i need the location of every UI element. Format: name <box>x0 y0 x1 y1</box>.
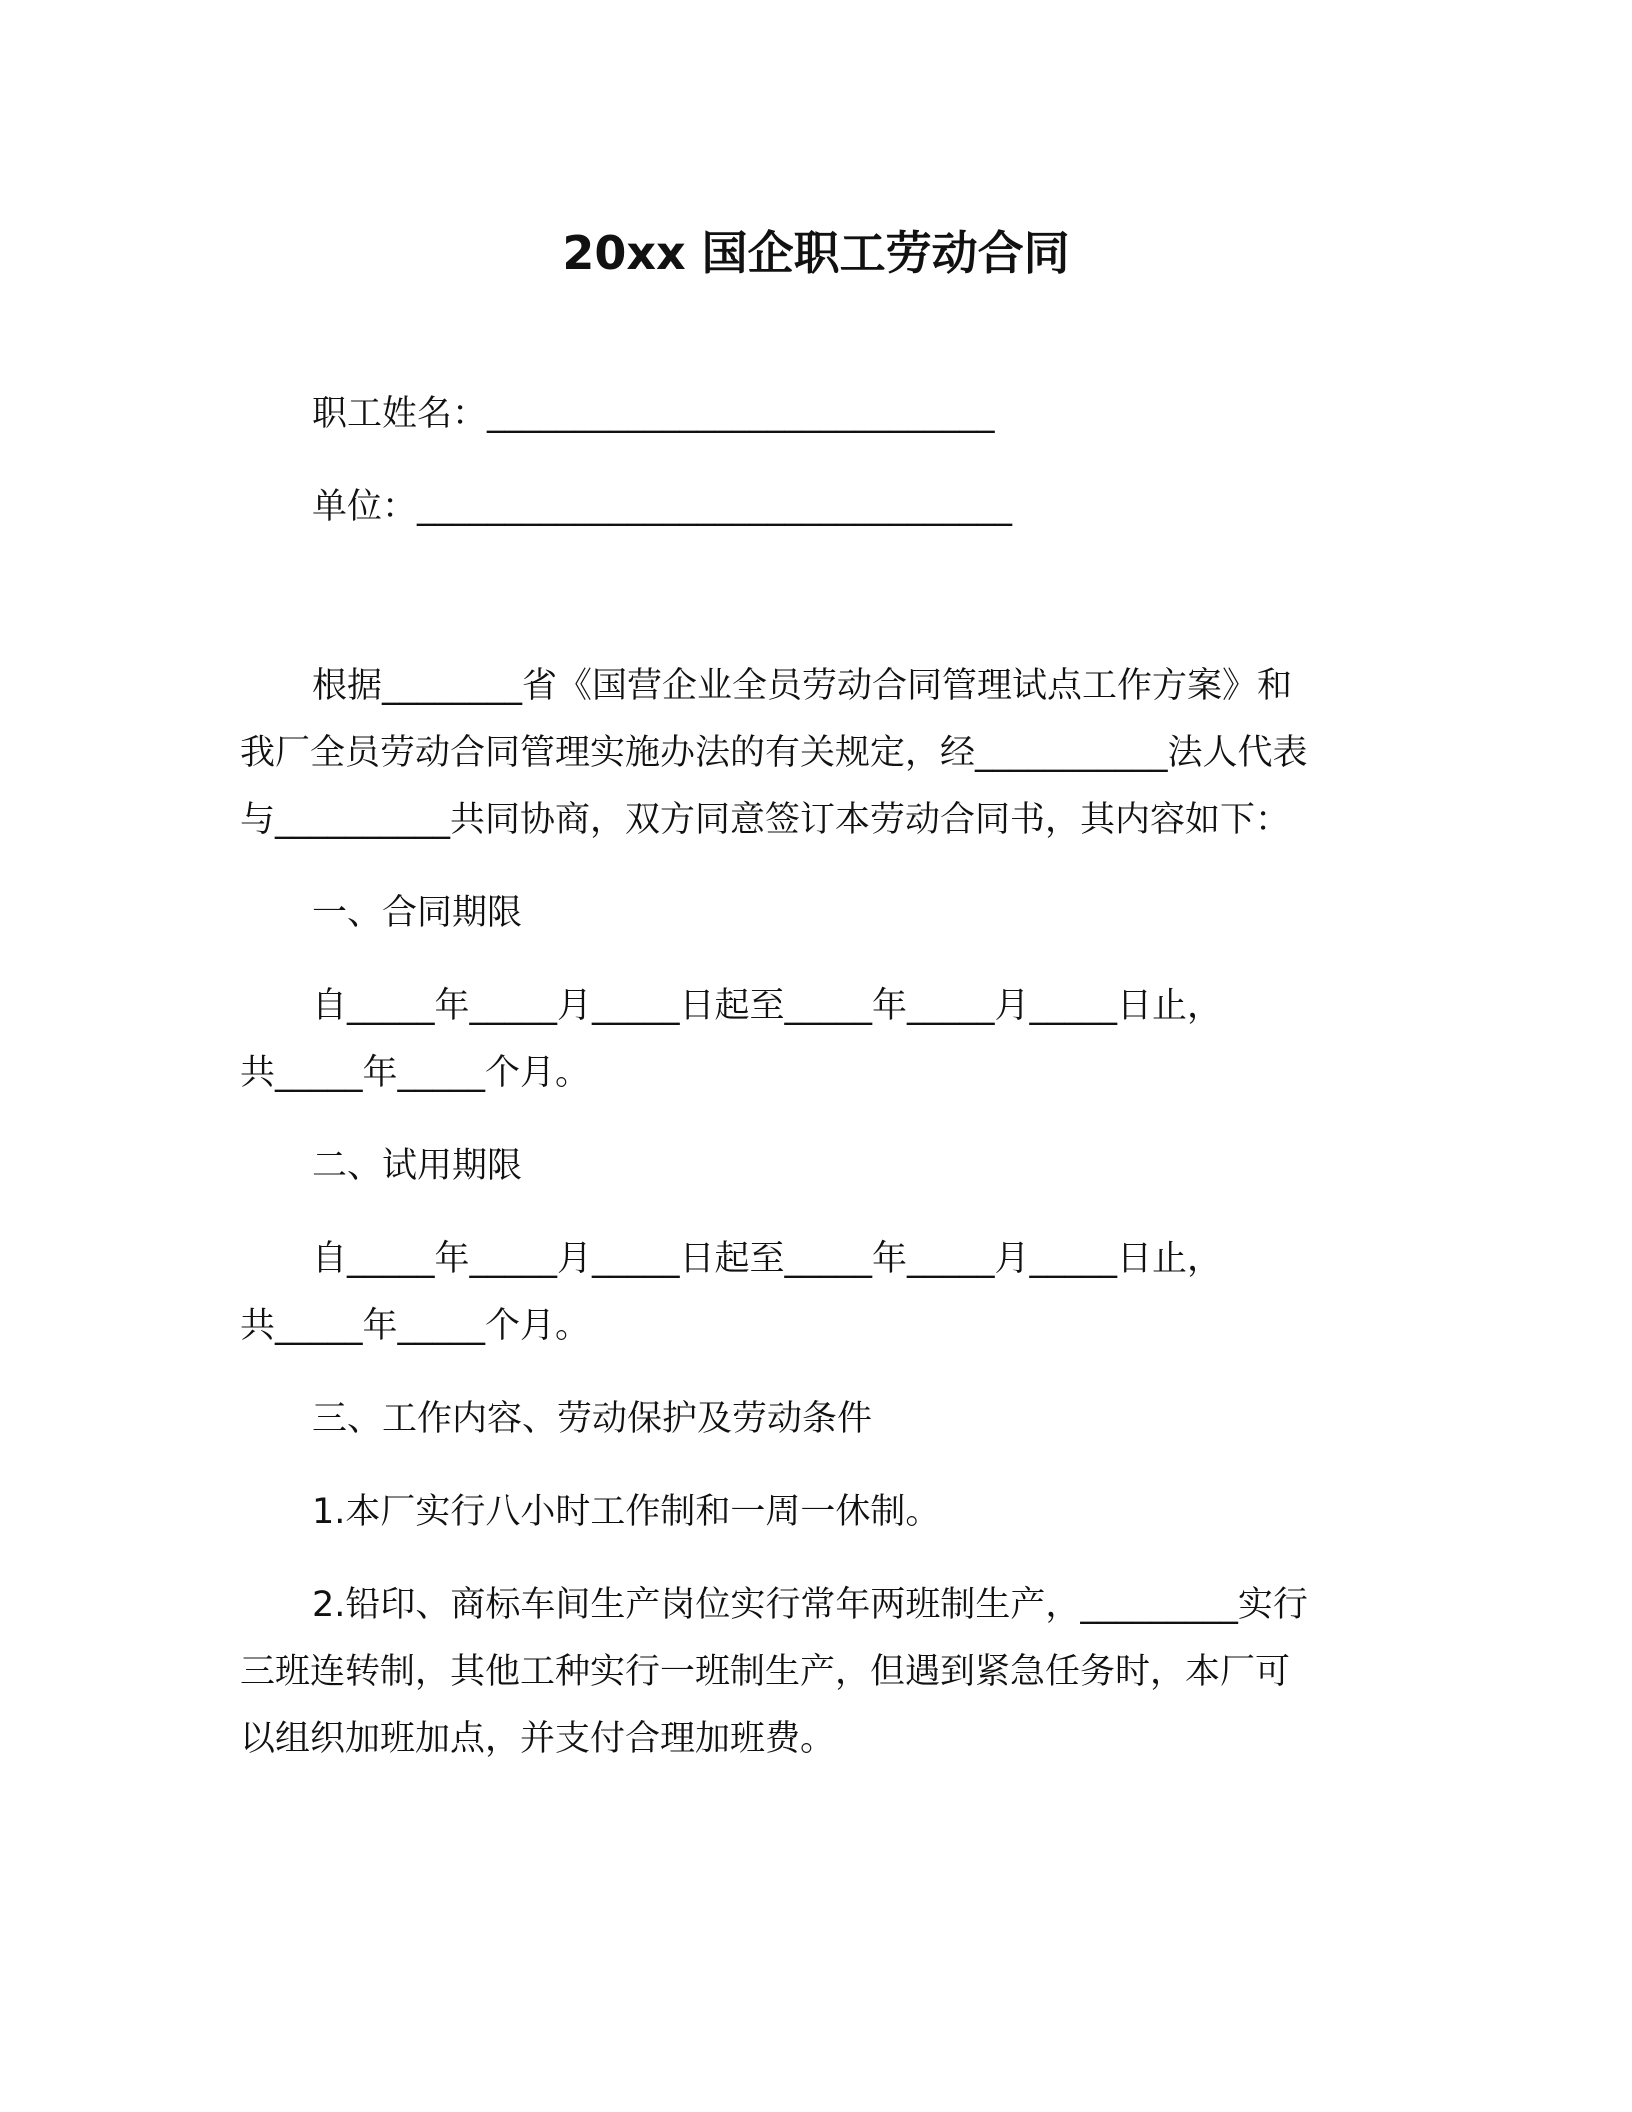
section-3-item-2-line-2: 三班连转制，其他工种实行一班制生产，但遇到紧急任务时，本厂可 <box>240 1652 1291 1692</box>
unit-line: 单位：__________________________________ <box>312 487 1013 527</box>
section-2-line-2: 共_____年_____个月。 <box>240 1306 591 1346</box>
intro-line-3: 与__________共同协商，双方同意签订本劳动合同书，其内容如下： <box>240 800 1291 840</box>
employee-name-line: 职工姓名：_____________________________ <box>312 394 995 434</box>
section-2-heading: 二、试用期限 <box>312 1146 523 1186</box>
intro-line-1: 根据________省《国营企业全员劳动合同管理试点工作方案》和 <box>312 666 1293 706</box>
section-1-line-1: 自_____年_____月_____日起至_____年_____月_____日止， <box>312 986 1223 1026</box>
document-title: 20xx 国企职工劳动合同 <box>562 226 1070 280</box>
section-1-heading: 一、合同期限 <box>312 893 523 933</box>
intro-line-2: 我厂全员劳动合同管理实施办法的有关规定，经___________法人代表 <box>240 733 1308 773</box>
section-3-item-2-line-1: 2.铅印、商标车间生产岗位实行常年两班制生产，_________实行 <box>312 1585 1308 1625</box>
section-2-line-1: 自_____年_____月_____日起至_____年_____月_____日止， <box>312 1239 1223 1279</box>
section-3-item-2-line-3: 以组织加班加点，并支付合理加班费。 <box>240 1719 836 1759</box>
section-3-heading: 三、工作内容、劳动保护及劳动条件 <box>312 1399 873 1439</box>
section-3-item-1: 1.本厂实行八小时工作制和一周一休制。 <box>312 1492 941 1532</box>
section-1-line-2: 共_____年_____个月。 <box>240 1053 591 1093</box>
